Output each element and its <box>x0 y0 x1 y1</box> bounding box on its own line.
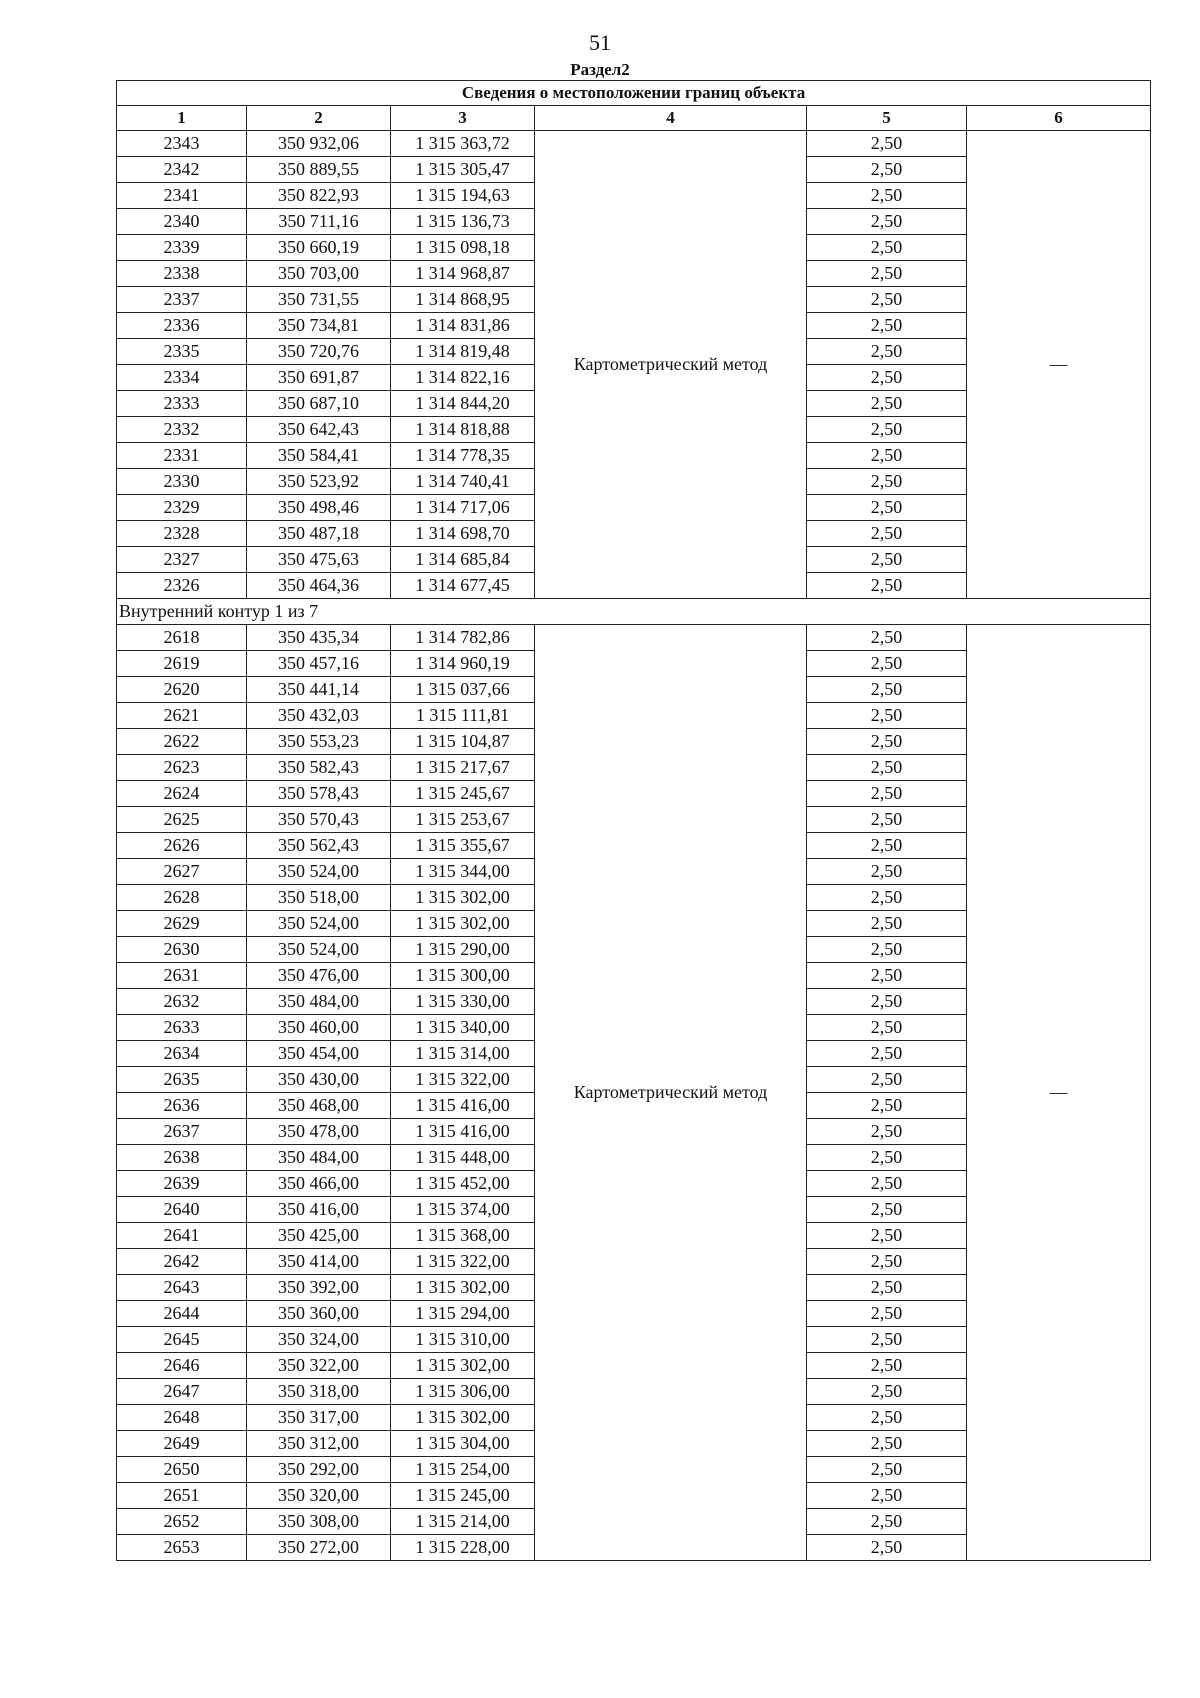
point-number: 2633 <box>117 1015 247 1041</box>
accuracy-value: 2,50 <box>807 1327 967 1353</box>
point-number: 2625 <box>117 807 247 833</box>
point-number: 2618 <box>117 625 247 651</box>
coordinate-x: 350 687,10 <box>247 391 391 417</box>
coordinate-y: 1 314 819,48 <box>391 339 535 365</box>
coordinate-y: 1 315 111,81 <box>391 703 535 729</box>
point-number: 2333 <box>117 391 247 417</box>
coordinate-y: 1 315 300,00 <box>391 963 535 989</box>
coordinate-x: 350 441,14 <box>247 677 391 703</box>
accuracy-value: 2,50 <box>807 677 967 703</box>
coordinate-x: 350 416,00 <box>247 1197 391 1223</box>
accuracy-value: 2,50 <box>807 807 967 833</box>
coordinate-y: 1 315 302,00 <box>391 1405 535 1431</box>
contour-row <box>117 599 1151 625</box>
coordinate-x: 350 570,43 <box>247 807 391 833</box>
accuracy-value: 2,50 <box>807 1145 967 1171</box>
coordinate-y: 1 315 374,00 <box>391 1197 535 1223</box>
coordinate-x: 350 435,34 <box>247 625 391 651</box>
coordinate-y: 1 315 322,00 <box>391 1249 535 1275</box>
coordinate-x: 350 292,00 <box>247 1457 391 1483</box>
coordinate-x: 350 430,00 <box>247 1067 391 1093</box>
coordinate-y: 1 315 363,72 <box>391 131 535 157</box>
table-row <box>117 131 1151 157</box>
point-number: 2628 <box>117 885 247 911</box>
coordinates-table <box>116 80 1151 1561</box>
coordinate-x: 350 484,00 <box>247 989 391 1015</box>
coordinate-x: 350 318,00 <box>247 1379 391 1405</box>
point-number: 2336 <box>117 313 247 339</box>
accuracy-value: 2,50 <box>807 859 967 885</box>
accuracy-value: 2,50 <box>807 495 967 521</box>
accuracy-value: 2,50 <box>807 1067 967 1093</box>
accuracy-value: 2,50 <box>807 1431 967 1457</box>
coordinate-y: 1 315 344,00 <box>391 859 535 885</box>
coordinate-x: 350 464,36 <box>247 573 391 599</box>
accuracy-value: 2,50 <box>807 1405 967 1431</box>
accuracy-value: 2,50 <box>807 911 967 937</box>
coordinate-x: 350 584,41 <box>247 443 391 469</box>
coordinate-x: 350 524,00 <box>247 911 391 937</box>
accuracy-value: 2,50 <box>807 1275 967 1301</box>
point-number: 2632 <box>117 989 247 1015</box>
point-number: 2652 <box>117 1509 247 1535</box>
point-number: 2619 <box>117 651 247 677</box>
note-cell: — <box>967 625 1151 1561</box>
column-header: 4 <box>535 106 807 131</box>
point-number: 2620 <box>117 677 247 703</box>
point-number: 2621 <box>117 703 247 729</box>
coordinate-x: 350 734,81 <box>247 313 391 339</box>
coordinate-y: 1 315 136,73 <box>391 209 535 235</box>
coordinate-y: 1 315 368,00 <box>391 1223 535 1249</box>
point-number: 2629 <box>117 911 247 937</box>
accuracy-value: 2,50 <box>807 209 967 235</box>
coordinate-x: 350 660,19 <box>247 235 391 261</box>
accuracy-value: 2,50 <box>807 1457 967 1483</box>
coordinate-x: 350 475,63 <box>247 547 391 573</box>
coordinate-x: 350 524,00 <box>247 859 391 885</box>
coordinate-y: 1 314 818,88 <box>391 417 535 443</box>
coordinate-y: 1 315 302,00 <box>391 1353 535 1379</box>
coordinate-y: 1 315 214,00 <box>391 1509 535 1535</box>
coordinate-x: 350 691,87 <box>247 365 391 391</box>
accuracy-value: 2,50 <box>807 1171 967 1197</box>
coordinate-y: 1 315 104,87 <box>391 729 535 755</box>
point-number: 2330 <box>117 469 247 495</box>
page-number: 51 <box>589 30 611 55</box>
point-number: 2622 <box>117 729 247 755</box>
coordinate-x: 350 360,00 <box>247 1301 391 1327</box>
coordinate-x: 350 642,43 <box>247 417 391 443</box>
point-number: 2626 <box>117 833 247 859</box>
coordinate-y: 1 315 306,00 <box>391 1379 535 1405</box>
coordinate-x: 350 312,00 <box>247 1431 391 1457</box>
coordinate-x: 350 468,00 <box>247 1093 391 1119</box>
point-number: 2334 <box>117 365 247 391</box>
accuracy-value: 2,50 <box>807 1197 967 1223</box>
coordinate-y: 1 315 253,67 <box>391 807 535 833</box>
point-number: 2636 <box>117 1093 247 1119</box>
accuracy-value: 2,50 <box>807 365 967 391</box>
coordinate-x: 350 460,00 <box>247 1015 391 1041</box>
coordinate-y: 1 315 228,00 <box>391 1535 535 1561</box>
coordinate-y: 1 314 868,95 <box>391 287 535 313</box>
coordinate-y: 1 315 452,00 <box>391 1171 535 1197</box>
accuracy-value: 2,50 <box>807 1015 967 1041</box>
accuracy-value: 2,50 <box>807 1353 967 1379</box>
coordinate-y: 1 314 844,20 <box>391 391 535 417</box>
point-number: 2647 <box>117 1379 247 1405</box>
coordinate-y: 1 315 217,67 <box>391 755 535 781</box>
coordinate-x: 350 466,00 <box>247 1171 391 1197</box>
coordinate-x: 350 720,76 <box>247 339 391 365</box>
table-caption-row <box>117 81 1151 106</box>
coordinate-y: 1 315 290,00 <box>391 937 535 963</box>
coordinate-y: 1 315 037,66 <box>391 677 535 703</box>
coordinate-x: 350 478,00 <box>247 1119 391 1145</box>
point-number: 2329 <box>117 495 247 521</box>
accuracy-value: 2,50 <box>807 781 967 807</box>
column-header: 1 <box>117 106 247 131</box>
column-header: 2 <box>247 106 391 131</box>
coordinate-y: 1 314 698,70 <box>391 521 535 547</box>
table-caption: Сведения о местоположении границ объекта <box>117 81 1151 106</box>
coordinate-x: 350 484,00 <box>247 1145 391 1171</box>
accuracy-value: 2,50 <box>807 833 967 859</box>
coordinate-y: 1 314 740,41 <box>391 469 535 495</box>
point-number: 2645 <box>117 1327 247 1353</box>
column-header: 5 <box>807 106 967 131</box>
accuracy-value: 2,50 <box>807 547 967 573</box>
accuracy-value: 2,50 <box>807 261 967 287</box>
coordinate-y: 1 315 254,00 <box>391 1457 535 1483</box>
coordinate-x: 350 487,18 <box>247 521 391 547</box>
accuracy-value: 2,50 <box>807 573 967 599</box>
accuracy-value: 2,50 <box>807 469 967 495</box>
coordinate-x: 350 523,92 <box>247 469 391 495</box>
accuracy-value: 2,50 <box>807 1535 967 1561</box>
accuracy-value: 2,50 <box>807 1379 967 1405</box>
coordinate-y: 1 315 448,00 <box>391 1145 535 1171</box>
coordinate-x: 350 432,03 <box>247 703 391 729</box>
point-number: 2642 <box>117 1249 247 1275</box>
coordinate-y: 1 314 717,06 <box>391 495 535 521</box>
point-number: 2343 <box>117 131 247 157</box>
contour-label: Внутренний контур 1 из 7 <box>117 599 1151 625</box>
accuracy-value: 2,50 <box>807 1223 967 1249</box>
point-number: 2644 <box>117 1301 247 1327</box>
coordinate-x: 350 392,00 <box>247 1275 391 1301</box>
accuracy-value: 2,50 <box>807 443 967 469</box>
point-number: 2340 <box>117 209 247 235</box>
accuracy-value: 2,50 <box>807 1301 967 1327</box>
point-number: 2649 <box>117 1431 247 1457</box>
note-cell: — <box>967 131 1151 599</box>
coordinate-y: 1 315 416,00 <box>391 1093 535 1119</box>
coordinate-x: 350 317,00 <box>247 1405 391 1431</box>
accuracy-value: 2,50 <box>807 339 967 365</box>
point-number: 2635 <box>117 1067 247 1093</box>
coordinate-x: 350 454,00 <box>247 1041 391 1067</box>
coordinate-y: 1 315 322,00 <box>391 1067 535 1093</box>
point-number: 2631 <box>117 963 247 989</box>
coordinate-x: 350 414,00 <box>247 1249 391 1275</box>
accuracy-value: 2,50 <box>807 989 967 1015</box>
coordinate-y: 1 315 294,00 <box>391 1301 535 1327</box>
table-body <box>117 131 1151 1561</box>
coordinate-x: 350 308,00 <box>247 1509 391 1535</box>
coordinate-y: 1 314 968,87 <box>391 261 535 287</box>
point-number: 2627 <box>117 859 247 885</box>
coordinate-x: 350 518,00 <box>247 885 391 911</box>
coordinate-x: 350 731,55 <box>247 287 391 313</box>
coordinate-y: 1 315 355,67 <box>391 833 535 859</box>
point-number: 2337 <box>117 287 247 313</box>
accuracy-value: 2,50 <box>807 287 967 313</box>
coordinate-y: 1 315 304,00 <box>391 1431 535 1457</box>
accuracy-value: 2,50 <box>807 703 967 729</box>
coordinate-y: 1 314 778,35 <box>391 443 535 469</box>
coordinate-y: 1 315 330,00 <box>391 989 535 1015</box>
point-number: 2648 <box>117 1405 247 1431</box>
point-number: 2328 <box>117 521 247 547</box>
point-number: 2326 <box>117 573 247 599</box>
coordinate-x: 350 498,46 <box>247 495 391 521</box>
coordinate-x: 350 425,00 <box>247 1223 391 1249</box>
accuracy-value: 2,50 <box>807 183 967 209</box>
coordinate-y: 1 315 302,00 <box>391 1275 535 1301</box>
table-header-row <box>117 106 1151 131</box>
accuracy-value: 2,50 <box>807 755 967 781</box>
coordinate-x: 350 822,93 <box>247 183 391 209</box>
coordinate-x: 350 476,00 <box>247 963 391 989</box>
accuracy-value: 2,50 <box>807 1119 967 1145</box>
coordinate-x: 350 457,16 <box>247 651 391 677</box>
accuracy-value: 2,50 <box>807 1483 967 1509</box>
point-number: 2641 <box>117 1223 247 1249</box>
accuracy-value: 2,50 <box>807 417 967 443</box>
coordinate-x: 350 272,00 <box>247 1535 391 1561</box>
point-number: 2341 <box>117 183 247 209</box>
coordinate-x: 350 324,00 <box>247 1327 391 1353</box>
accuracy-value: 2,50 <box>807 157 967 183</box>
point-number: 2634 <box>117 1041 247 1067</box>
point-number: 2331 <box>117 443 247 469</box>
coordinate-y: 1 315 310,00 <box>391 1327 535 1353</box>
coordinate-y: 1 315 302,00 <box>391 911 535 937</box>
coordinate-y: 1 314 831,86 <box>391 313 535 339</box>
coordinate-x: 350 932,06 <box>247 131 391 157</box>
point-number: 2342 <box>117 157 247 183</box>
accuracy-value: 2,50 <box>807 1249 967 1275</box>
coordinate-y: 1 315 305,47 <box>391 157 535 183</box>
point-number: 2630 <box>117 937 247 963</box>
accuracy-value: 2,50 <box>807 313 967 339</box>
point-number: 2623 <box>117 755 247 781</box>
accuracy-value: 2,50 <box>807 651 967 677</box>
coordinate-x: 350 524,00 <box>247 937 391 963</box>
coordinate-x: 350 320,00 <box>247 1483 391 1509</box>
point-number: 2650 <box>117 1457 247 1483</box>
coordinate-y: 1 315 302,00 <box>391 885 535 911</box>
point-number: 2646 <box>117 1353 247 1379</box>
accuracy-value: 2,50 <box>807 729 967 755</box>
coordinate-y: 1 315 314,00 <box>391 1041 535 1067</box>
section-title: Раздел2 <box>570 60 630 79</box>
coordinate-y: 1 315 245,67 <box>391 781 535 807</box>
accuracy-value: 2,50 <box>807 963 967 989</box>
point-number: 2640 <box>117 1197 247 1223</box>
accuracy-value: 2,50 <box>807 521 967 547</box>
column-header: 3 <box>391 106 535 131</box>
point-number: 2338 <box>117 261 247 287</box>
point-number: 2624 <box>117 781 247 807</box>
point-number: 2339 <box>117 235 247 261</box>
coordinate-x: 350 889,55 <box>247 157 391 183</box>
point-number: 2643 <box>117 1275 247 1301</box>
method-cell: Картометрический метод <box>535 131 807 599</box>
point-number: 2639 <box>117 1171 247 1197</box>
accuracy-value: 2,50 <box>807 1509 967 1535</box>
point-number: 2637 <box>117 1119 247 1145</box>
coordinate-y: 1 315 416,00 <box>391 1119 535 1145</box>
coordinate-x: 350 322,00 <box>247 1353 391 1379</box>
coordinate-y: 1 314 677,45 <box>391 573 535 599</box>
point-number: 2332 <box>117 417 247 443</box>
point-number: 2335 <box>117 339 247 365</box>
table-row <box>117 625 1151 651</box>
coordinate-x: 350 562,43 <box>247 833 391 859</box>
point-number: 2638 <box>117 1145 247 1171</box>
coordinate-x: 350 582,43 <box>247 755 391 781</box>
method-cell: Картометрический метод <box>535 625 807 1561</box>
coordinate-x: 350 711,16 <box>247 209 391 235</box>
column-header: 6 <box>967 106 1151 131</box>
accuracy-value: 2,50 <box>807 937 967 963</box>
point-number: 2651 <box>117 1483 247 1509</box>
coordinate-y: 1 315 245,00 <box>391 1483 535 1509</box>
coordinate-y: 1 314 960,19 <box>391 651 535 677</box>
coordinate-x: 350 578,43 <box>247 781 391 807</box>
accuracy-value: 2,50 <box>807 1041 967 1067</box>
coordinate-y: 1 315 194,63 <box>391 183 535 209</box>
coordinate-y: 1 315 098,18 <box>391 235 535 261</box>
coordinate-x: 350 703,00 <box>247 261 391 287</box>
point-number: 2653 <box>117 1535 247 1561</box>
accuracy-value: 2,50 <box>807 885 967 911</box>
coordinate-y: 1 314 685,84 <box>391 547 535 573</box>
accuracy-value: 2,50 <box>807 391 967 417</box>
coordinate-y: 1 314 822,16 <box>391 365 535 391</box>
coordinate-y: 1 314 782,86 <box>391 625 535 651</box>
accuracy-value: 2,50 <box>807 131 967 157</box>
coordinate-y: 1 315 340,00 <box>391 1015 535 1041</box>
coordinate-x: 350 553,23 <box>247 729 391 755</box>
accuracy-value: 2,50 <box>807 1093 967 1119</box>
accuracy-value: 2,50 <box>807 235 967 261</box>
accuracy-value: 2,50 <box>807 625 967 651</box>
point-number: 2327 <box>117 547 247 573</box>
